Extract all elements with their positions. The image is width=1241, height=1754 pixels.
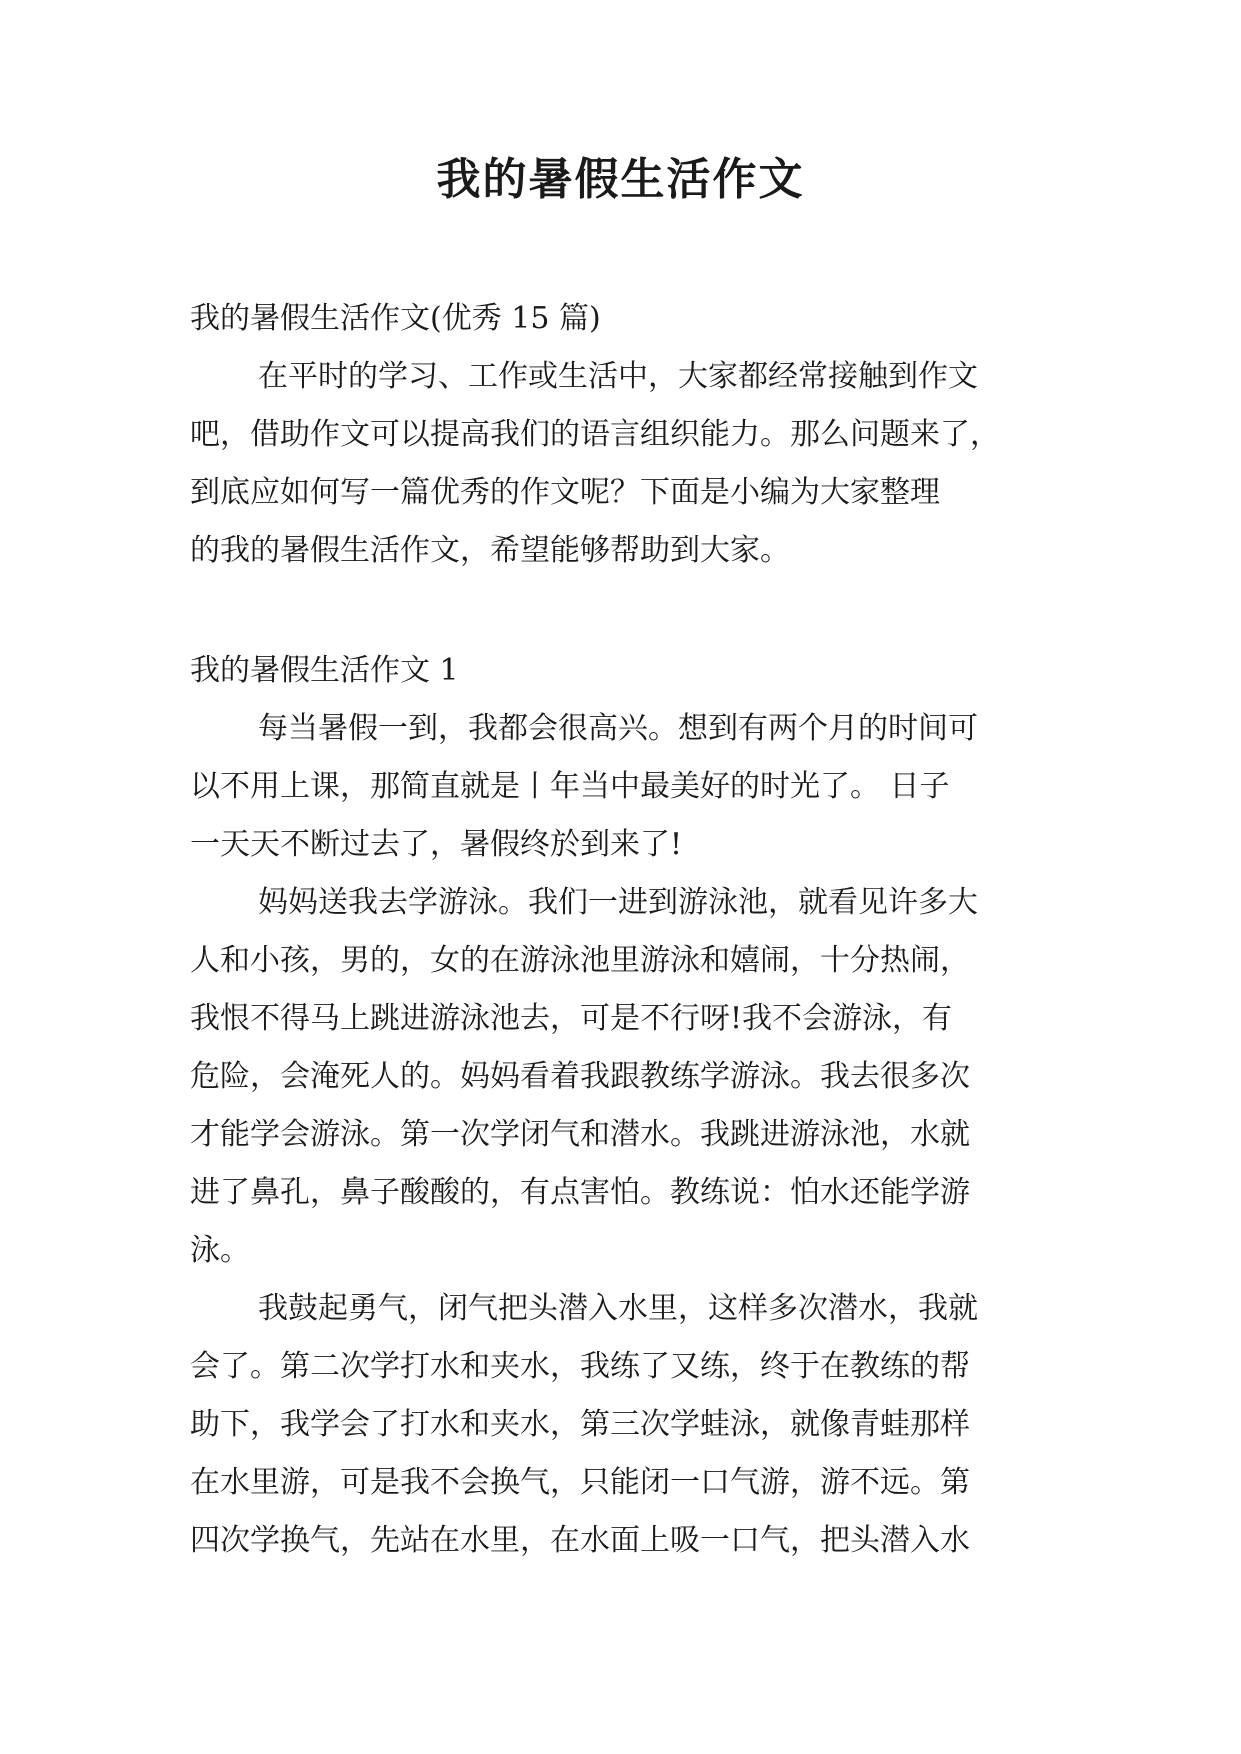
intro-line: 吧，借助作文可以提高我们的语言组织能力。那么问题来了， — [190, 417, 1000, 452]
intro-line: 在平时的学习、工作或生活中，大家都经常接触到作文 — [258, 359, 978, 394]
paragraph-line: 以不用上课，那简直就是丨年当中最美好的时光了。 日子 — [190, 769, 950, 804]
document-body — [190, 290, 1060, 1570]
section-spacer — [190, 580, 1060, 642]
section-heading: 我的暑假生活作文 1 — [190, 653, 459, 688]
document-title: 我的暑假生活作文 — [436, 154, 805, 205]
intro-line: 到底应如何写一篇优秀的作文呢？下面是小编为大家整理 — [190, 475, 940, 510]
paragraph-line: 我恨不得马上跳进游泳池去，可是不行呀!我不会游泳，有 — [190, 1001, 953, 1036]
paragraph-line: 会了。第二次学打水和夹水，我练了又练，终于在教练的帮 — [190, 1349, 970, 1384]
paragraph-line: 四次学换气，先站在水里，在水面上吸一口气，把头潜入水 — [190, 1523, 970, 1558]
paragraph-line: 一天天不断过去了，暑假终於到来了! — [190, 827, 683, 862]
paragraph-line: 助下，我学会了打水和夹水，第三次学蛙泳，就像青蛙那样 — [190, 1407, 970, 1442]
paragraph-line: 人和小孩，男的，女的在游泳池里游泳和嬉闹，十分热闹， — [190, 943, 970, 978]
paragraph-line: 我鼓起勇气，闭气把头潜入水里，这样多次潜水，我就 — [258, 1291, 978, 1326]
paragraph-line: 在水里游，可是我不会换气，只能闭一口气游，游不远。第 — [190, 1465, 970, 1500]
paragraph-line: 妈妈送我去学游泳。我们一进到游泳池，就看见许多大 — [258, 885, 978, 920]
paragraph-line: 才能学会游泳。第一次学闭气和潜水。我跳进游泳池，水就 — [190, 1117, 970, 1152]
document-subtitle: 我的暑假生活作文(优秀 15 篇) — [190, 301, 601, 336]
paragraph-line: 危险，会淹死人的。妈妈看着我跟教练学游泳。我去很多次 — [190, 1059, 970, 1094]
paragraph-line: 泳。 — [190, 1233, 250, 1268]
intro-line: 的我的暑假生活作文，希望能够帮助到大家。 — [190, 533, 790, 568]
paragraph-line: 每当暑假一到，我都会很高兴。想到有两个月的时间可 — [258, 711, 978, 746]
paragraph-line: 进了鼻孔，鼻子酸酸的，有点害怕。教练说：怕水还能学游 — [190, 1175, 970, 1210]
